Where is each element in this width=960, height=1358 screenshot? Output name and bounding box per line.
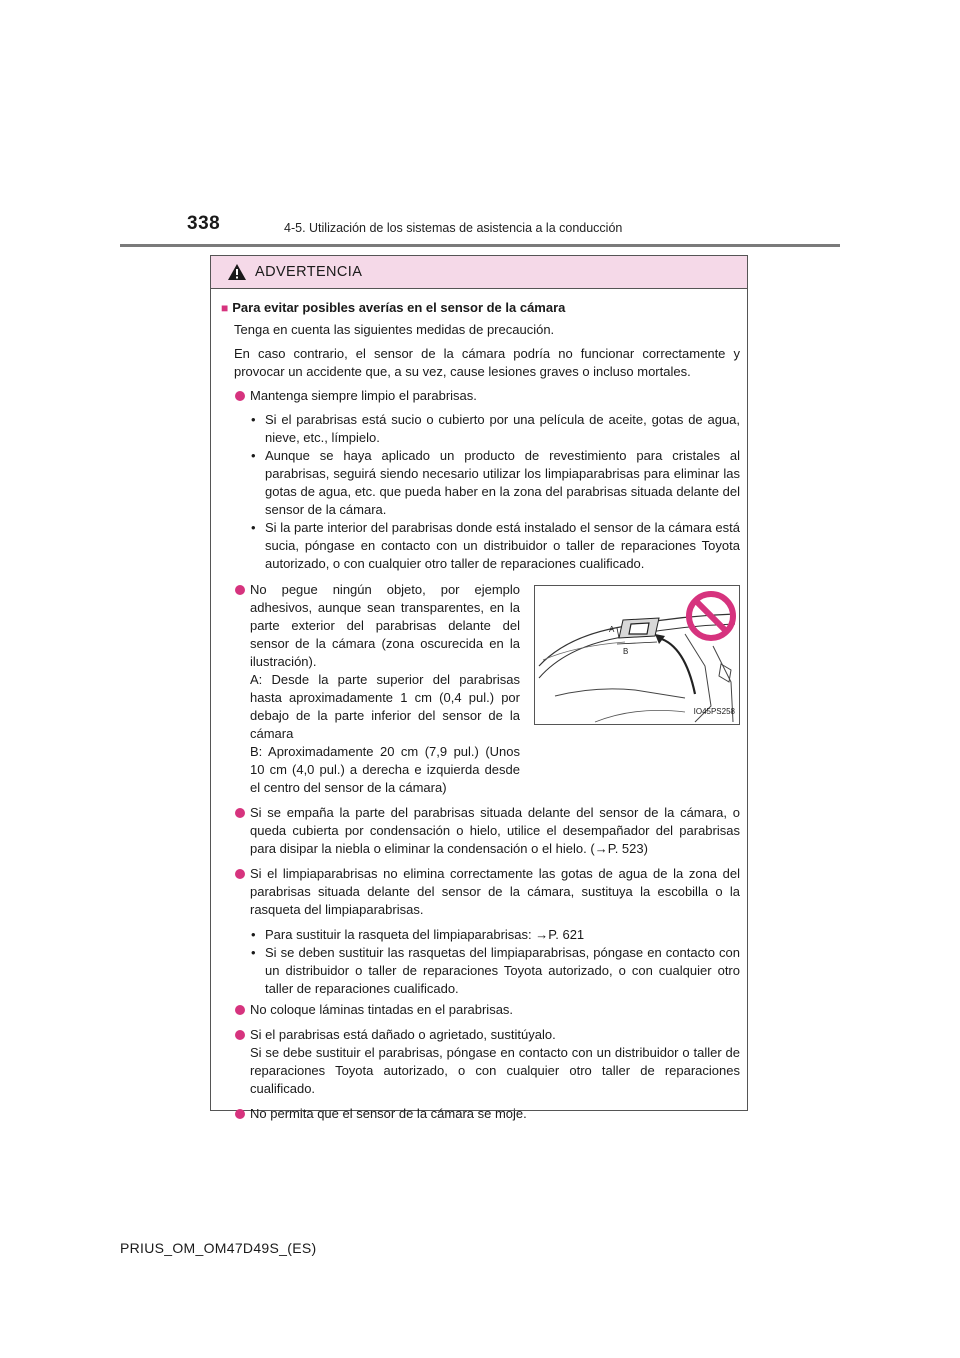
bullet-dot-icon	[235, 1109, 245, 1119]
bullet-text: No permita que el sensor de la cámara se moje.	[250, 1106, 527, 1121]
bullet-text: No pegue ningún objeto, por ejemplo adhesivos, aunque sean transparentes, en la parte exterior del parabrisas delante del sensor de la cámara (zona oscurecida en la ilustración).	[250, 582, 520, 669]
warning-content	[211, 289, 747, 1123]
bullet-item	[221, 1026, 740, 1098]
header-rule	[120, 244, 840, 247]
bullet-item	[221, 387, 740, 405]
page-number: 338	[187, 213, 221, 234]
bullet-dot-icon	[235, 1030, 245, 1040]
sub-item: • Aunque se haya aplicado un producto de revestimiento para cristales al parabrisas, seguirá siendo necesario utilizar los limpiaparabrisas para eliminar las gotas de agua, etc. que pueda haber en la zona del parabrisas situada delante del sensor de la cámara.	[251, 448, 740, 517]
figure-label-a: A	[609, 625, 615, 634]
figure-label-b: B	[623, 647, 629, 656]
figure-code: IO45PS258	[693, 707, 735, 716]
warning-header	[211, 256, 747, 289]
bullet-text: Mantenga siempre limpio el parabrisas.	[250, 388, 477, 403]
bullet-text: Si se empaña la parte del parabrisas situada delante del sensor de la cámara, o queda cubierta por condensación o hielo, utilice el desempañador del parabrisas para disipar la niebla o eliminar la condensación o el hielo. (→P. 523)	[250, 805, 740, 856]
warning-title: ADVERTENCIA	[255, 264, 363, 280]
sub-item: • Si el parabrisas está sucio o cubierto por una película de aceite, gotas de agua, nieve, etc., límpielo.	[251, 412, 740, 445]
warning-heading: ■ Para evitar posibles averías en el sensor de la cámara	[221, 300, 566, 315]
bullet-item	[234, 581, 520, 797]
bullet-item	[221, 865, 740, 919]
sub-item: • Si se deben sustituir las rasquetas del limpiaparabrisas, póngase en contacto con un distribuidor o taller de reparaciones Toyota autorizado, o con cualquier otro taller de reparaciones cualificado.	[251, 945, 740, 996]
document-code: PRIUS_OM_OM47D49S_(ES)	[120, 1240, 317, 1256]
intro-text-2: En caso contrario, el sensor de la cámara podría no funcionar correctamente y provocar un accidente que, a su vez, cause lesiones graves o incluso mortales.	[234, 346, 740, 379]
note-a: A: Desde la parte superior del parabrisas hasta aproximadamente 1 cm (0,4 pul.) por debajo de la parte inferior del sensor de la cámara	[250, 672, 520, 741]
square-bullet-icon: ■	[221, 301, 229, 315]
bullet-dot-icon	[235, 808, 245, 818]
figure-row	[221, 581, 740, 797]
bullet-text: Si el parabrisas está dañado o agrietado, sustitúyalo.	[250, 1027, 556, 1042]
bullet-dot-icon	[235, 391, 245, 401]
bullet-item	[221, 804, 740, 858]
intro-text-1: Tenga en cuenta las siguientes medidas de precaución.	[234, 322, 555, 337]
bullet-continuation: Si se debe sustituir el parabrisas, póngase en contacto con un distribuidor o taller de reparaciones Toyota autorizado, o con cualquier otro taller de reparaciones cualificado.	[250, 1045, 740, 1096]
bullet-dot-icon	[235, 869, 245, 879]
bullet-text: Si el limpiaparabrisas no elimina correctamente las gotas de agua de la zona del parabrisas situada delante del sensor de la cámara, sustituya la escobilla o la rasqueta del limpiaparabrisas.	[250, 866, 740, 917]
bullet-dot-icon	[235, 1005, 245, 1015]
bullet-text: No coloque láminas tintadas en el parabrisas.	[250, 1002, 514, 1017]
section-title: 4-5. Utilización de los sistemas de asistencia a la conducción	[284, 221, 623, 235]
windshield-illustration	[534, 585, 740, 725]
sub-item: • Para sustituir la rasqueta del limpiaparabrisas: →P. 621	[251, 927, 585, 942]
warning-box	[210, 255, 748, 1121]
warning-triangle-icon	[227, 263, 247, 281]
bullet-item	[221, 1105, 740, 1123]
note-b: B: Aproximadamente 20 cm (7,9 pul.) (Unos 10 cm (4,0 pul.) a derecha e izquierda desde el centro del sensor de la cámara)	[250, 744, 520, 795]
bullet-item	[221, 1001, 740, 1019]
sub-item: • Si la parte interior del parabrisas donde está instalado el sensor de la cámara está sucia, póngase en contacto con un distribuidor o taller de reparaciones Toyota autorizado, o con cualquier otro taller de reparaciones cualificado.	[251, 520, 740, 571]
bullet-dot-icon	[235, 585, 245, 595]
